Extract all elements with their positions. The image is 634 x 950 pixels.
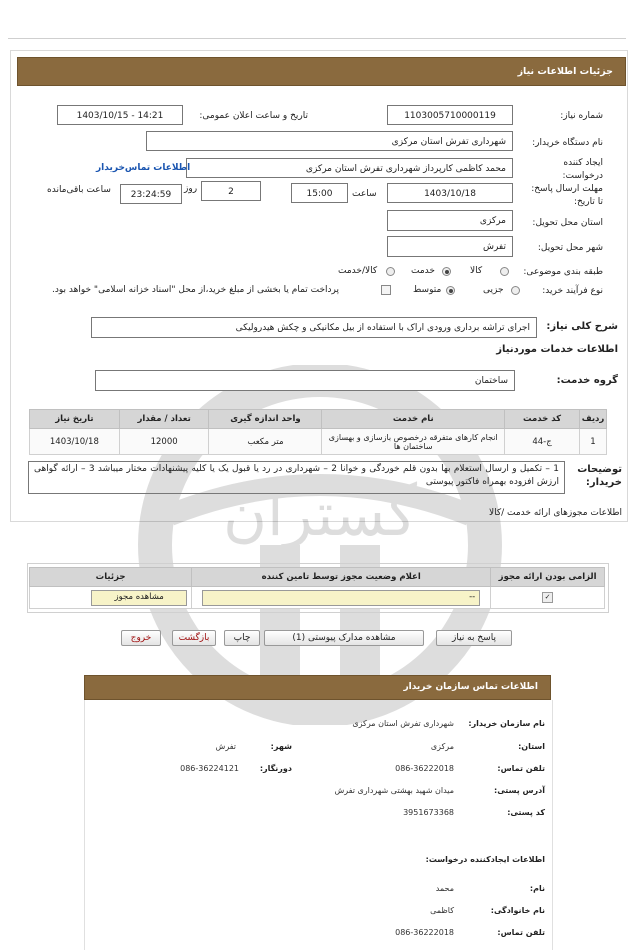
col-qty: تعداد / مقدار (119, 410, 209, 429)
top-divider (8, 38, 626, 39)
reply-button[interactable]: پاسخ به نیاز (436, 630, 512, 646)
creator-section-title: اطلاعات ایجادکننده درخواست: (425, 855, 545, 864)
buyer-notes-label: توضیحات خریدار: (577, 464, 622, 488)
col-name: نام خدمت (322, 410, 505, 429)
view-attachments-button[interactable]: مشاهده مدارک پیوستی (1) (264, 630, 424, 646)
process-label: نوع فرآیند خرید: (542, 286, 603, 296)
process-radio-medium[interactable] (446, 286, 455, 295)
deadline-label: مهلت ارسال پاسخ: تا تاریخ: (531, 184, 603, 207)
contact-city-label: شهر: (270, 742, 292, 751)
col-permit-details: جزئیات (30, 568, 192, 587)
contact-province: مرکزی (430, 742, 454, 751)
service-group-label: گروه خدمت: (556, 375, 618, 386)
remaining-time-field: 23:24:59 (120, 184, 182, 204)
services-table-header (30, 410, 607, 429)
category-radio-goods[interactable] (500, 267, 509, 276)
contact-postal: 3951673368 (403, 808, 454, 817)
contact-panel (84, 700, 553, 950)
category-option-service: خدمت (411, 266, 435, 276)
city-field: تفرش (387, 236, 513, 257)
col-unit: واحد اندازه گیری (209, 410, 322, 429)
creator-family: کاظمی (430, 906, 454, 915)
city-label: شهر محل تحویل: (537, 243, 603, 253)
process-option-minor: جزیی (483, 285, 504, 295)
contact-province-label: استان: (518, 742, 545, 751)
cell-date: 1403/10/18 (30, 429, 120, 455)
creator-name-label: نام: (529, 884, 545, 893)
permit-required-checkbox: ✓ (542, 592, 553, 603)
col-code: کد خدمت (505, 410, 580, 429)
contact-fax: 086-36224121 (180, 764, 239, 773)
permit-details-cell (30, 587, 192, 609)
creator-name: محمد (435, 884, 454, 893)
contact-address: میدان شهید بهشتی شهرداری تفرش (334, 786, 454, 795)
remaining-time-label: ساعت باقی‌مانده (47, 185, 111, 195)
creator-phone: 086-36222018 (395, 928, 454, 937)
cell-name: انجام کارهای متفرقه درخصوص بازسازی و بهسازی ساختمان ها (322, 429, 505, 455)
contact-org-label: نام سازمان خریدار: (468, 719, 545, 728)
contact-phone: 086-36222018 (395, 764, 454, 773)
page-title: جزئیات اطلاعات نیاز (517, 66, 613, 77)
permits-table-header (30, 568, 605, 587)
creator-family-label: نام خانوادگی: (490, 906, 545, 915)
contact-city: تفرش (215, 742, 236, 751)
province-field: مرکزی (387, 210, 513, 231)
col-date: تاریخ نیاز (30, 410, 120, 429)
contact-title: اطلاعات تماس سازمان خریدار (403, 682, 538, 692)
category-label: طبقه بندی موضوعی: (523, 267, 603, 277)
announce-label: تاریخ و ساعت اعلان عمومی: (199, 111, 308, 121)
province-label: استان محل تحویل: (532, 218, 603, 228)
cell-row: 1 (580, 429, 607, 455)
requester-label: ایجاد کننده درخواست: (562, 158, 603, 181)
contact-org: شهرداری تفرش استان مرکزی (352, 719, 454, 728)
summary-label: شرح کلی نیاز: (546, 321, 618, 332)
creator-phone-label: تلفن تماس: (497, 928, 545, 937)
col-permit-required: الزامی بودن ارائه مجوز (491, 568, 605, 587)
exit-button[interactable]: خروج (121, 630, 161, 646)
category-option-goods: کالا (470, 266, 483, 276)
buyer-org-field: شهرداری تفرش استان مرکزی (146, 131, 513, 151)
announce-field: 1403/10/15 - 14:21 (57, 105, 183, 125)
deadline-time-label: ساعت (352, 189, 377, 199)
requester-field: محمد کاظمی کارپرداز شهرداری تفرش استان مرکزی (186, 158, 513, 178)
days-label: روز (184, 184, 198, 194)
summary-field: اجرای تراشه برداری ورودی اراک با استفاده از بیل مکانیکی و چکش هیدرولیکی (91, 317, 537, 338)
view-permit-button[interactable]: مشاهده مجوز (91, 590, 187, 606)
days-field: 2 (201, 181, 261, 201)
watermark-text: گستران (222, 480, 418, 550)
services-table (29, 409, 607, 455)
cell-unit: متر مکعب (209, 429, 322, 455)
table-row (30, 429, 607, 455)
process-radio-minor[interactable] (511, 286, 520, 295)
page-header (17, 57, 626, 86)
need-number-label: شماره نیاز: (560, 111, 603, 121)
back-button[interactable]: بازگشت (172, 630, 216, 646)
contact-fax-label: دورنگار: (259, 764, 292, 773)
contact-phone-label: تلفن تماس: (497, 764, 545, 773)
need-number-field: 1103005710000119 (387, 105, 513, 125)
category-option-both: کالا/خدمت (338, 266, 378, 276)
col-row: ردیف (580, 410, 607, 429)
deadline-date-field: 1403/10/18 (387, 183, 513, 203)
contact-postal-label: کد پستی: (507, 808, 545, 817)
deadline-time-field: 15:00 (291, 183, 348, 203)
buyer-notes-field: 1 – تکمیل و ارسال استعلام بها بدون قلم خوردگی و خوانا 2 – شهرداری در رد یا قبول یک یا کلیه پیشنهادات مختار میباشد 3 – ارائه گواهی ارزش افزوده بهمراه فاکتور پیوستی (28, 461, 565, 494)
print-button[interactable]: چاپ (224, 630, 260, 646)
permit-status-field[interactable]: -- (202, 590, 480, 606)
buyer-contact-link[interactable]: اطلاعات تماس‌خریدار (96, 163, 191, 173)
category-radio-service[interactable] (442, 267, 451, 276)
permits-table (29, 567, 605, 609)
treasury-note: پرداخت تمام یا بخشی از مبلغ خرید،از محل "اسناد خزانه اسلامی" خواهد بود. (52, 285, 340, 295)
permit-required-cell (491, 587, 605, 609)
category-radio-both[interactable] (386, 267, 395, 276)
permits-row (30, 587, 605, 609)
cell-code: ج-44 (505, 429, 580, 455)
treasury-checkbox[interactable] (381, 285, 391, 295)
service-group-field: ساختمان (95, 370, 515, 391)
permit-status-cell (192, 587, 491, 609)
process-option-medium: متوسط (413, 285, 442, 295)
buyer-org-label: نام دستگاه خریدار: (532, 138, 603, 148)
cell-qty: 12000 (119, 429, 209, 455)
col-permit-status: اعلام وضعیت مجوز توسط تامین کننده (192, 568, 491, 587)
services-section-title: اطلاعات خدمات موردنیاز (496, 344, 618, 355)
contact-header (84, 675, 551, 700)
permits-title: اطلاعات مجوزهای ارائه خدمت /کالا (488, 508, 622, 518)
contact-address-label: آدرس پستی: (494, 786, 545, 795)
